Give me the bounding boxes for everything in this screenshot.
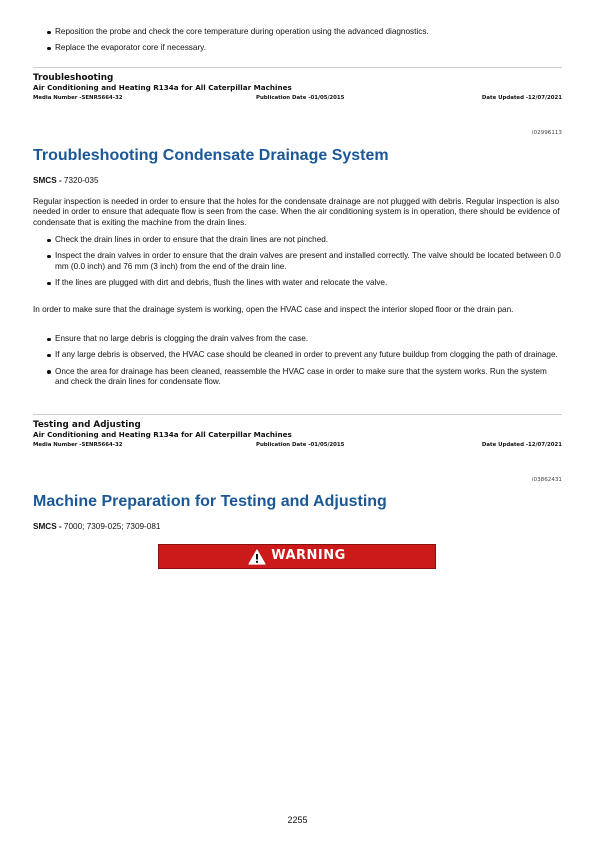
page-number: 2255: [287, 815, 308, 825]
section-title: Troubleshooting Condensate Drainage System: [33, 147, 389, 164]
smcs-code: [33, 176, 99, 186]
warning-label: WARNING: [271, 548, 346, 564]
section-metadata-header: [33, 67, 562, 103]
body-paragraph: Regular inspection is needed in order to ensure that the holes for the condensate drainage are not plugged with debris. Regular inspection is also needed in order to ensure that adequate flow is seen from the case. When the air conditioning system is in operation, there should be evidence of condensate that is exiting the machine from the drain lines.: [33, 197, 560, 227]
warning-triangle-icon: [248, 549, 266, 565]
section-category: Testing and Adjusting: [33, 420, 141, 430]
list-item: Reposition the probe and check the core temperature during operation using the advanced diagnostics.: [33, 27, 562, 37]
media-number: Media Number -SENR5664-32: [33, 442, 123, 448]
document-page: [33, 0, 562, 842]
date-updated: Date Updated -12/07/2021: [481, 95, 562, 101]
publication-date: Publication Date -01/05/2015: [256, 95, 345, 101]
media-number: Media Number -SENR5664-32: [33, 95, 123, 101]
list-item: Ensure that no large debris is clogging the drain valves from the case.: [33, 334, 562, 344]
list-item: Inspect the drain valves in order to ensure that the drain valves are present and installed correctly. The valve should be located between 0.0 mm (0.0 inch) and 76 mm (3 inch) from the end of the drain line.: [33, 251, 562, 272]
manual-title: Air Conditioning and Heating R134a for All Caterpillar Machines: [33, 430, 292, 439]
smcs-value: 7320-035: [61, 176, 99, 185]
document-id: i03862431: [531, 477, 562, 483]
smcs-label: SMCS -: [33, 176, 62, 185]
intro-bullet-list: [33, 27, 562, 60]
bullet-list: [33, 334, 562, 394]
section-title: Machine Preparation for Testing and Adjusting: [33, 493, 387, 510]
smcs-code: [33, 522, 160, 532]
list-item: Replace the evaporator core if necessary.: [33, 43, 562, 53]
manual-title: Air Conditioning and Heating R134a for All Caterpillar Machines: [33, 83, 292, 92]
bullet-list: [33, 235, 562, 295]
date-updated: Date Updated -12/07/2021: [481, 442, 562, 448]
document-id: i02996113: [531, 130, 562, 136]
list-item: Once the area for drainage has been cleaned, reassemble the HVAC case in order to make sure that the system works. Run the system and check the drain lines for condensate flow.: [33, 367, 562, 388]
publication-date: Publication Date -01/05/2015: [256, 442, 345, 448]
section-category: Troubleshooting: [33, 73, 114, 83]
publication-info-row: [33, 94, 562, 103]
list-item: Check the drain lines in order to ensure that the drain lines are not pinched.: [33, 235, 562, 245]
warning-banner: [158, 544, 436, 569]
publication-info-row: [33, 441, 562, 450]
list-item: If any large debris is observed, the HVAC case should be cleaned in order to prevent any future buildup from clogging the path of drainage.: [33, 350, 562, 360]
smcs-label: SMCS -: [33, 522, 62, 531]
list-item: If the lines are plugged with dirt and debris, flush the lines with water and relocate the valve.: [33, 278, 562, 288]
section-metadata-header: [33, 414, 562, 450]
smcs-value: 7000; 7309-025; 7309-081: [61, 522, 161, 531]
body-paragraph: In order to make sure that the drainage system is working, open the HVAC case and inspect the interior sloped floor or the drain pan.: [33, 305, 514, 314]
